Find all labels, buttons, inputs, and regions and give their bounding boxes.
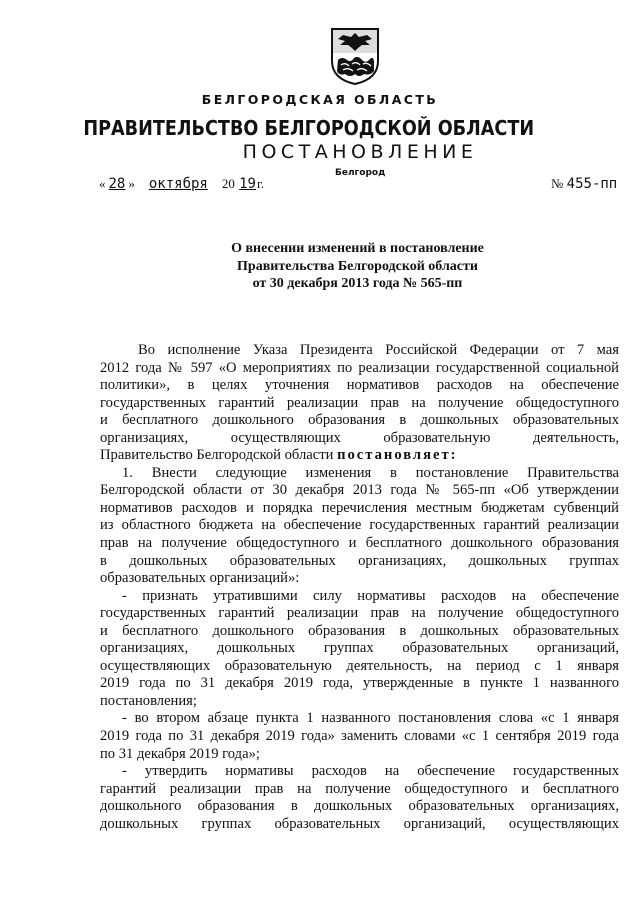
body-line: - утвердить нормативы расходов на обеспечение государственных [122, 763, 619, 780]
number-value: 455-пп [566, 176, 618, 192]
body-line: по 31 декабря 2019 года»; [100, 745, 260, 762]
body-line: 2012 года № 597 «О мероприятиях по реализации государственной социальной [100, 359, 619, 376]
body-line: 2019 года по 31 декабря 2019 года, утвержденные в пункте 1 названного [100, 675, 619, 692]
decree-keyword: постановляет: [337, 447, 458, 464]
body-line: постановления; [100, 692, 197, 709]
date-open: « [99, 176, 106, 191]
date-end: г. [256, 176, 265, 191]
document-number [551, 176, 617, 192]
body-line: в дошкольных образовательных организациях, дошкольных группах [100, 552, 619, 569]
government-heading: ПРАВИТЕЛЬСТВО БЕЛГОРОДСКОЙ ОБЛАСТИ [83, 116, 535, 140]
body-line: дошкольных группах образовательных организаций, осуществляющих [100, 815, 619, 832]
body-line: и бесплатного дошкольного образования в дошкольных образовательных [100, 622, 619, 639]
body-line: - во втором абзаце пункта 1 названного постановления слова «с 1 января [122, 710, 619, 727]
coat-of-arms-icon [330, 27, 380, 85]
body-line: из областного бюджета на обеспечение государственных гарантий реализации [100, 517, 619, 534]
document-type-heading: ПОСТАНОВЛЕНИЕ [242, 141, 478, 163]
body-line: организациях, осуществляющих образовательную деятельность, [100, 429, 619, 446]
body-line: и бесплатного дошкольного образования в дошкольных образовательных [100, 412, 619, 429]
body-line: государственных гарантий реализации прав на получение общедоступного [100, 605, 619, 622]
region-heading: БЕЛГОРОДСКАЯ ОБЛАСТЬ [201, 92, 439, 107]
city-label: Белгород [335, 168, 386, 178]
date-year-prefix: 20 [221, 176, 235, 191]
body-line: государственных гарантий реализации прав на получение общедоступного [100, 394, 619, 411]
title-line: от 30 декабря 2013 года № 565-пп [252, 276, 463, 291]
body-line: нормативов расходов и порядка перечисления местным бюджетам субвенций [100, 499, 619, 516]
title-line: Правительства Белгородской области [237, 258, 478, 274]
body-line: 2019 года по 31 декабря 2019 года» заменить словами «с 1 сентября 2019 года [100, 728, 619, 745]
number-prefix: № [551, 176, 564, 191]
date-year-suffix: 19 [239, 176, 256, 192]
body-line: - признать утратившими силу нормативы расходов на обеспечение [122, 587, 619, 604]
body-line: осуществляющих образовательную деятельность, на период с 1 января [100, 657, 619, 674]
body-line [100, 447, 619, 465]
body-line: организациях, дошкольных группах образовательных организаций, [100, 640, 619, 657]
body-line: политики», в целях уточнения нормативов расходов на обеспечение [100, 377, 619, 394]
body-line: образовательных организаций»: [100, 570, 300, 587]
title-line: О внесении изменений в постановление [231, 241, 484, 256]
body-line: гарантий реализации прав на получение общедоступного и бесплатного [100, 780, 619, 797]
date-mid: » [128, 176, 135, 191]
document-title [0, 240, 640, 293]
date-day: 28 [108, 176, 126, 192]
body-text: Правительство Белгородской области [100, 447, 334, 464]
document-date [99, 176, 264, 192]
body-line: дошкольного образования в дошкольных образовательных организациях, [100, 798, 619, 815]
body-line: прав на получение общедоступного и бесплатного дошкольного образования [100, 535, 619, 552]
body-line: Во исполнение Указа Президента Российской Федерации от 7 мая [138, 342, 619, 358]
body-line: Белгородской области от 30 декабря 2013 года № 565-пп «Об утверждении [100, 482, 619, 499]
document-body [100, 342, 619, 833]
date-month: октября [148, 176, 208, 192]
body-line: 1. Внести следующие изменения в постановление Правительства [122, 464, 619, 481]
